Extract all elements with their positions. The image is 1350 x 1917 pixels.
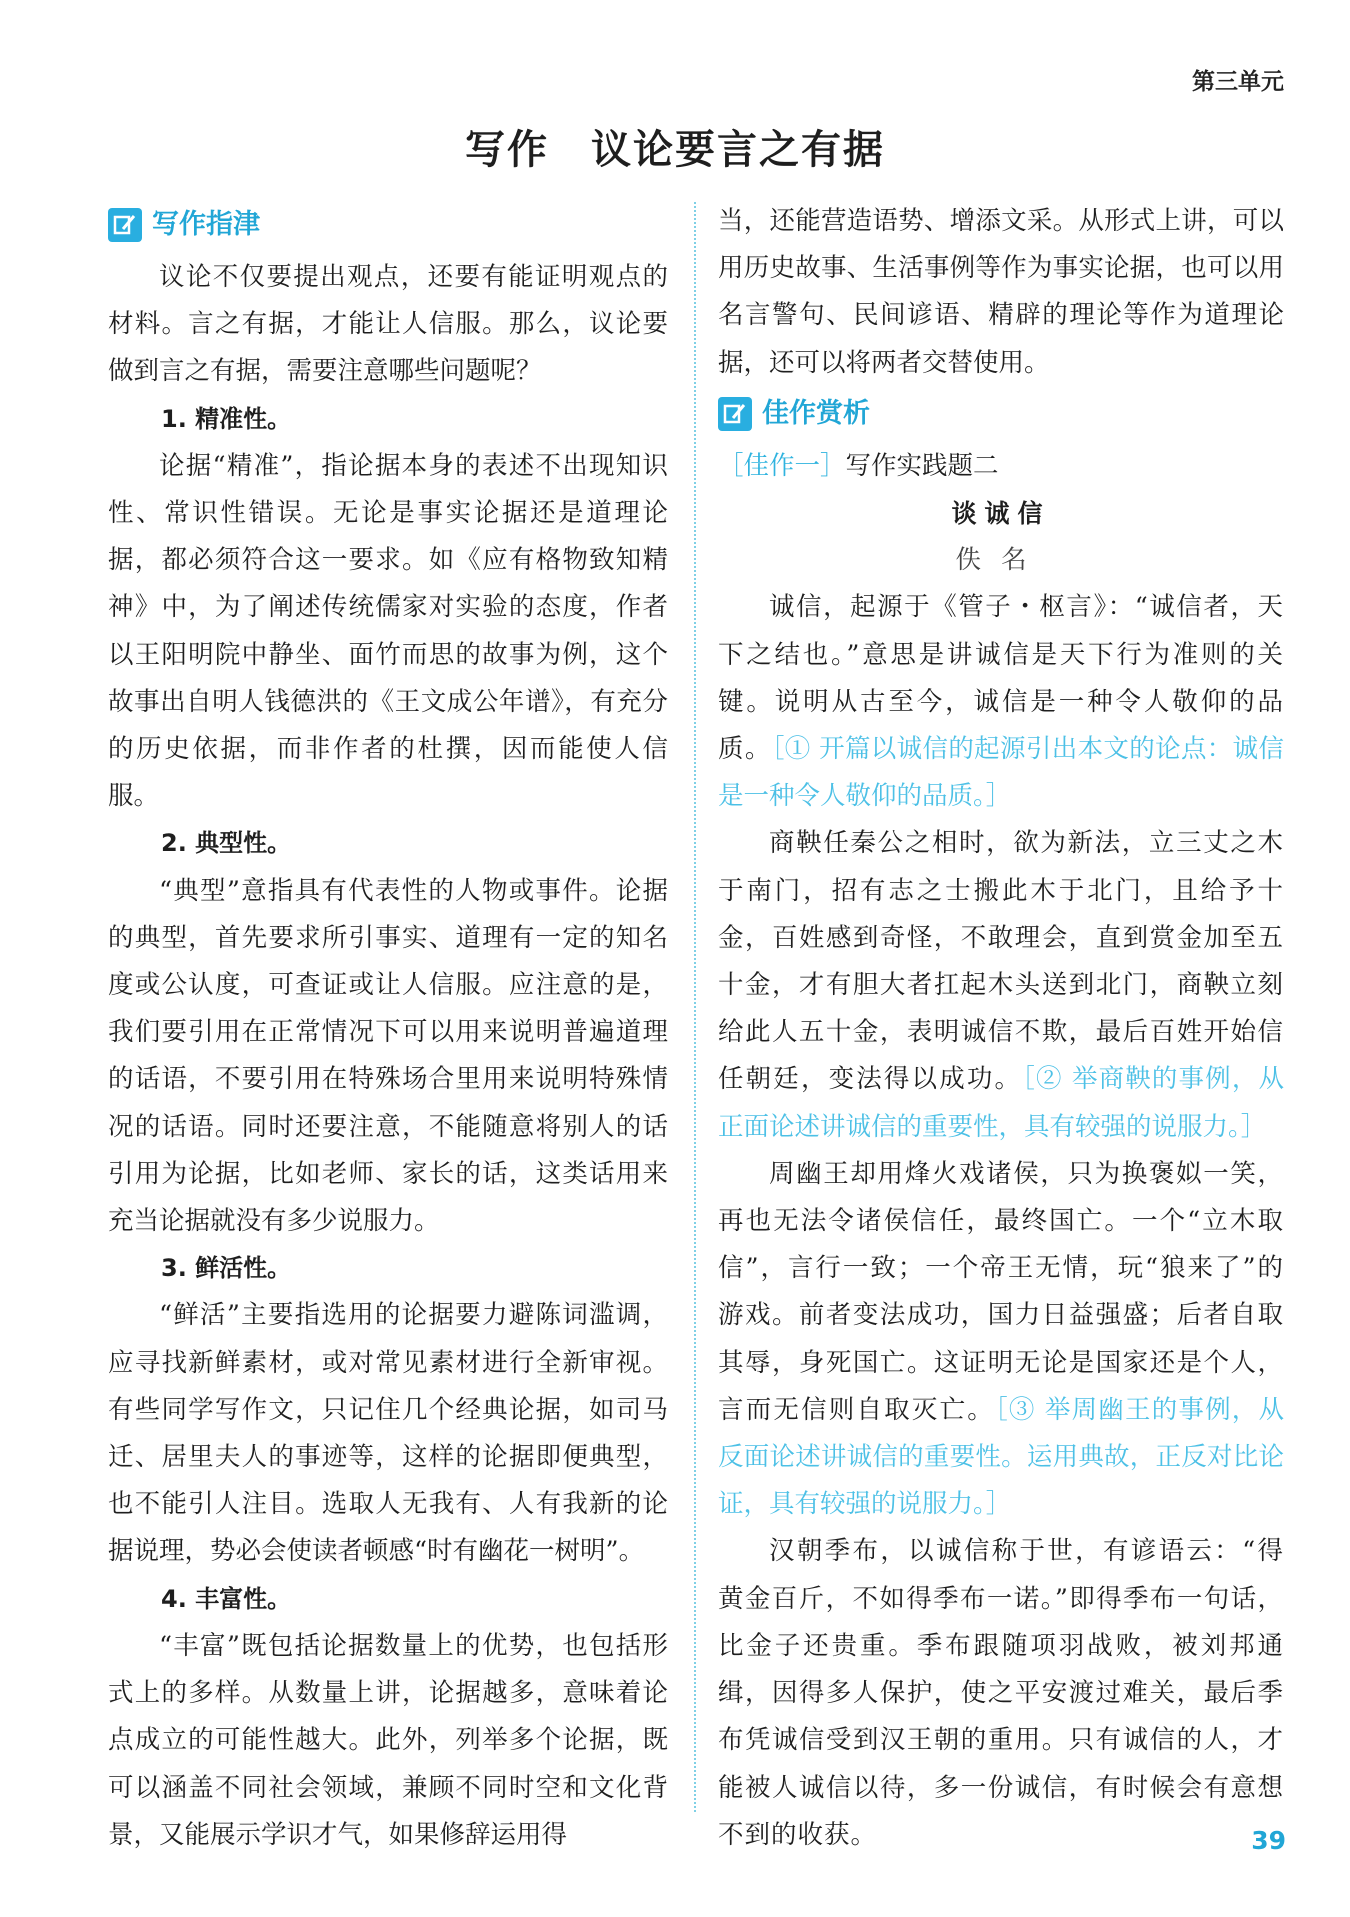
- annotation-note: ［② 举商鞅的事例，从正面论述讲诚信的重要性，具有较强的说服力。］: [718, 1064, 1284, 1142]
- example-line: [718, 443, 1284, 490]
- point-heading: 1. 精准性。: [161, 404, 292, 433]
- point-body: “典型”意指具有代表性的人物或事件。论据的典型，首先要求所引事实、道理有一定的知名度或公认度，可查证或让人信服。应注意的是，我们要引用在正常情况下可以用来说明普遍道理的话语，不要引用在特殊场合里用来说明特殊情况的话语。同时还要注意，不能随意将别人的话引用为论据，比如老师、家长的话，这类话用来充当论据就没有多少说服力。: [108, 875, 668, 1237]
- essay-text: 商鞅任秦公之相时，欲为新法，立三丈之木于南门，招有志之士搬此木于北门，且给予十金，百姓感到奇怪，不敢理会，直到赏金加至五十金，才有胆大者扛起木头送到北门，商鞅立刻给此人五十金，表明诚信不欺，最后百姓开始信任朝廷，变法得以成功。: [718, 828, 1284, 1095]
- essay-text: 诚信，起源于《管子・枢言》：“诚信者，天下之结也。”意思是讲诚信是天下行为准则的关键。说明从古至今，诚信是一种令人敬仰的品质。: [718, 592, 1284, 765]
- essay-paragraph: [718, 820, 1284, 1150]
- page-number: 39: [1251, 1826, 1286, 1855]
- annotation-note: ［① 开篇以诚信的起源引出本文的论点：诚信是一种令人敬仰的品质。］: [718, 734, 1284, 812]
- point-heading: 3. 鲜活性。: [161, 1254, 292, 1283]
- right-column: [718, 198, 1284, 1859]
- essay-paragraph: [718, 584, 1284, 820]
- left-column: [108, 198, 668, 1859]
- continuation-paragraph: 当，还能营造语势、增添文采。从形式上讲，可以用历史故事、生活事例等作为事实论据，也可以用名言警句、民间谚语、精辟的理论等作为道理论据，还可以将两者交替使用。: [718, 206, 1284, 378]
- unit-label: 第三单元: [1192, 69, 1284, 95]
- section-heading-writing-guide: [108, 200, 668, 250]
- point-body: “丰富”既包括论据数量上的优势，也包括形式上的多样。从数量上讲，论据越多，意味着论点成立的可能性越大。此外，列举多个论据，既可以涵盖不同社会领域，兼顾不同时空和文化背景，又能展示学识才气，如果修辞运用得: [108, 1630, 668, 1850]
- point-body: 论据“精准”，指论据本身的表述不出现知识性、常识性错误。无论是事实论据还是道理论据，都必须符合这一要求。如《应有格物致知精神》中，为了阐述传统儒家对实验的态度，作者以王阳明院中静坐、面竹而思的故事为例，这个故事出自明人钱德洪的《王文成公年谱》，有充分的历史依据，而非作者的杜撰，因而能使人信服。: [108, 450, 668, 812]
- page-title: 写作 议论要言之有据: [465, 126, 885, 173]
- annotation-note: ［③ 举周幽王的事例，从反面论述讲诚信的重要性。运用典故，正反对比论证，具有较强的说服力。］: [718, 1394, 1284, 1520]
- example-tag: ［佳作一］: [718, 450, 846, 481]
- essay-title: 谈诚信: [951, 499, 1051, 529]
- section-heading-label: 写作指津: [152, 209, 260, 241]
- pencil-icon: [108, 208, 142, 242]
- section-heading-label: 佳作赏析: [762, 398, 870, 430]
- column-divider: [694, 202, 696, 1812]
- essay-paragraph: [718, 1151, 1284, 1529]
- essay-author: 佚名: [955, 545, 1047, 576]
- example-label: 写作实践题二: [845, 450, 999, 481]
- point-heading: 2. 典型性。: [161, 829, 292, 858]
- essay-text: 汉朝季布，以诚信称于世，有谚语云：“得黄金百斤，不如得季布一诺。”即得季布一句话，比金子还贵重。季布跟随项羽战败，被刘邦通缉，因得多人保护，使之平安渡过难关，最后季布凭诚信受到汉王朝的重用。只有诚信的人，才能被人诚信以待，多一份诚信，有时候会有意想不到的收获。: [718, 1536, 1284, 1850]
- pencil-icon: [718, 397, 752, 431]
- essay-paragraph: [718, 1528, 1284, 1858]
- section-heading-model-essay: [718, 389, 1284, 439]
- essay-text: 周幽王却用烽火戏诸侯，只为换褒姒一笑，再也无法令诸侯信任，最终国亡。一个“立木取信”，言行一致；一个帝王无情，玩“狼来了”的游戏。前者变法成功，国力日益强盛；后者自取其辱，身死国亡。这证明无论是国家还是个人，言而无信则自取灭亡。: [718, 1158, 1284, 1425]
- intro-paragraph: 议论不仅要提出观点，还要有能证明观点的材料。言之有据，才能让人信服。那么，议论要做到言之有据，需要注意哪些问题呢？: [108, 262, 668, 387]
- point-heading: 4. 丰富性。: [161, 1584, 292, 1613]
- point-body: “鲜活”主要指选用的论据要力避陈词滥调，应寻找新鲜素材，或对常见素材进行全新审视。有些同学写作文，只记住几个经典论据，如司马迁、居里夫人的事迹等，这样的论据即便典型，也不能引人注目。选取人无我有、人有我新的论据说理，势必会使读者顿感“时有幽花一树明”。: [108, 1300, 668, 1567]
